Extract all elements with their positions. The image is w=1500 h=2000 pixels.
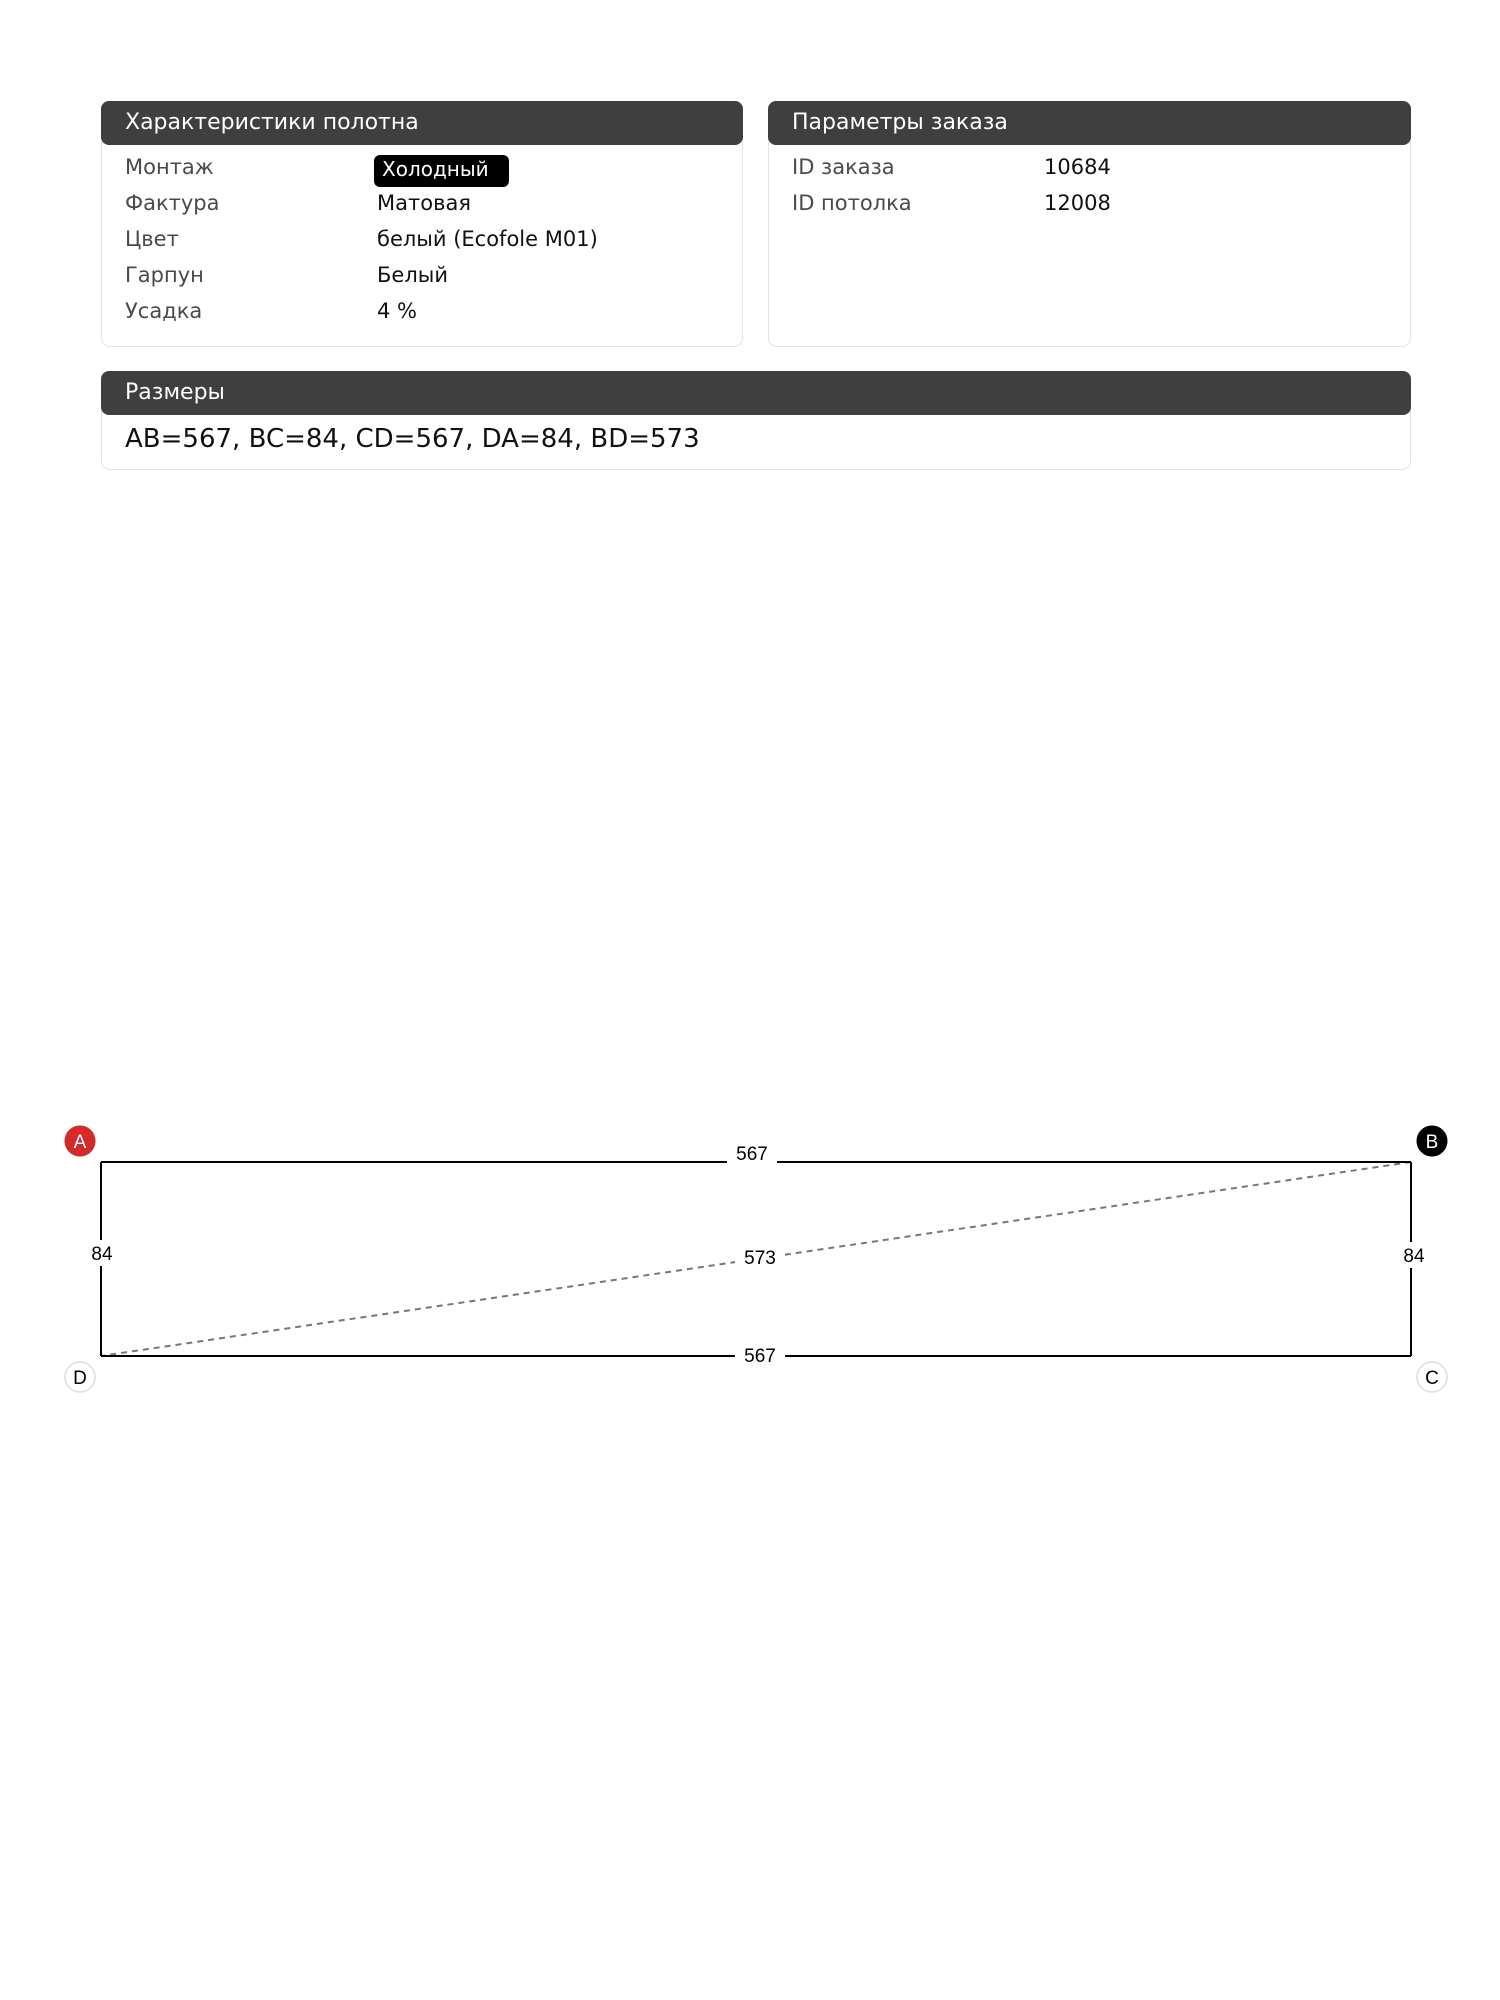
diagonal-bd-label: 573 bbox=[744, 1248, 776, 1269]
order-params-title: Параметры заказа bbox=[768, 101, 1411, 145]
order-id-value: 10684 bbox=[1044, 155, 1111, 179]
side-ab-label: 567 bbox=[736, 1144, 768, 1165]
vertex-c-label: C bbox=[1425, 1368, 1439, 1389]
vertex-a-marker bbox=[65, 1126, 95, 1156]
vertex-d-label: D bbox=[73, 1368, 87, 1389]
color-value: белый (Ecofole M01) bbox=[377, 227, 598, 251]
mount-label: Монтаж bbox=[125, 155, 214, 179]
shrinkage-value: 4 % bbox=[377, 299, 417, 323]
vertex-c-marker bbox=[1417, 1362, 1447, 1392]
side-bc-label: 84 bbox=[1403, 1246, 1425, 1267]
color-label: Цвет bbox=[125, 227, 179, 251]
vertex-d-marker bbox=[65, 1362, 95, 1392]
vertex-b-label: B bbox=[1425, 1132, 1439, 1153]
ceiling-id-value: 12008 bbox=[1044, 191, 1111, 215]
mount-badge: Холодный bbox=[374, 155, 509, 187]
vertex-a-label: A bbox=[73, 1132, 87, 1153]
side-da-label: 84 bbox=[91, 1244, 113, 1265]
texture-value: Матовая bbox=[377, 191, 471, 215]
texture-label: Фактура bbox=[125, 191, 220, 215]
vertex-b-marker bbox=[1417, 1126, 1447, 1156]
order-id-label: ID заказа bbox=[792, 155, 895, 179]
harpoon-value: Белый bbox=[377, 263, 448, 287]
side-cd-label: 567 bbox=[744, 1346, 776, 1367]
harpoon-label: Гарпун bbox=[125, 263, 204, 287]
dimensions-text: AB=567, BC=84, CD=567, DA=84, BD=573 bbox=[125, 424, 700, 454]
shrinkage-label: Усадка bbox=[125, 299, 203, 323]
ceiling-id-label: ID потолка bbox=[792, 191, 912, 215]
dimensions-title: Размеры bbox=[101, 371, 1411, 415]
canvas-specs-title: Характеристики полотна bbox=[101, 101, 743, 145]
